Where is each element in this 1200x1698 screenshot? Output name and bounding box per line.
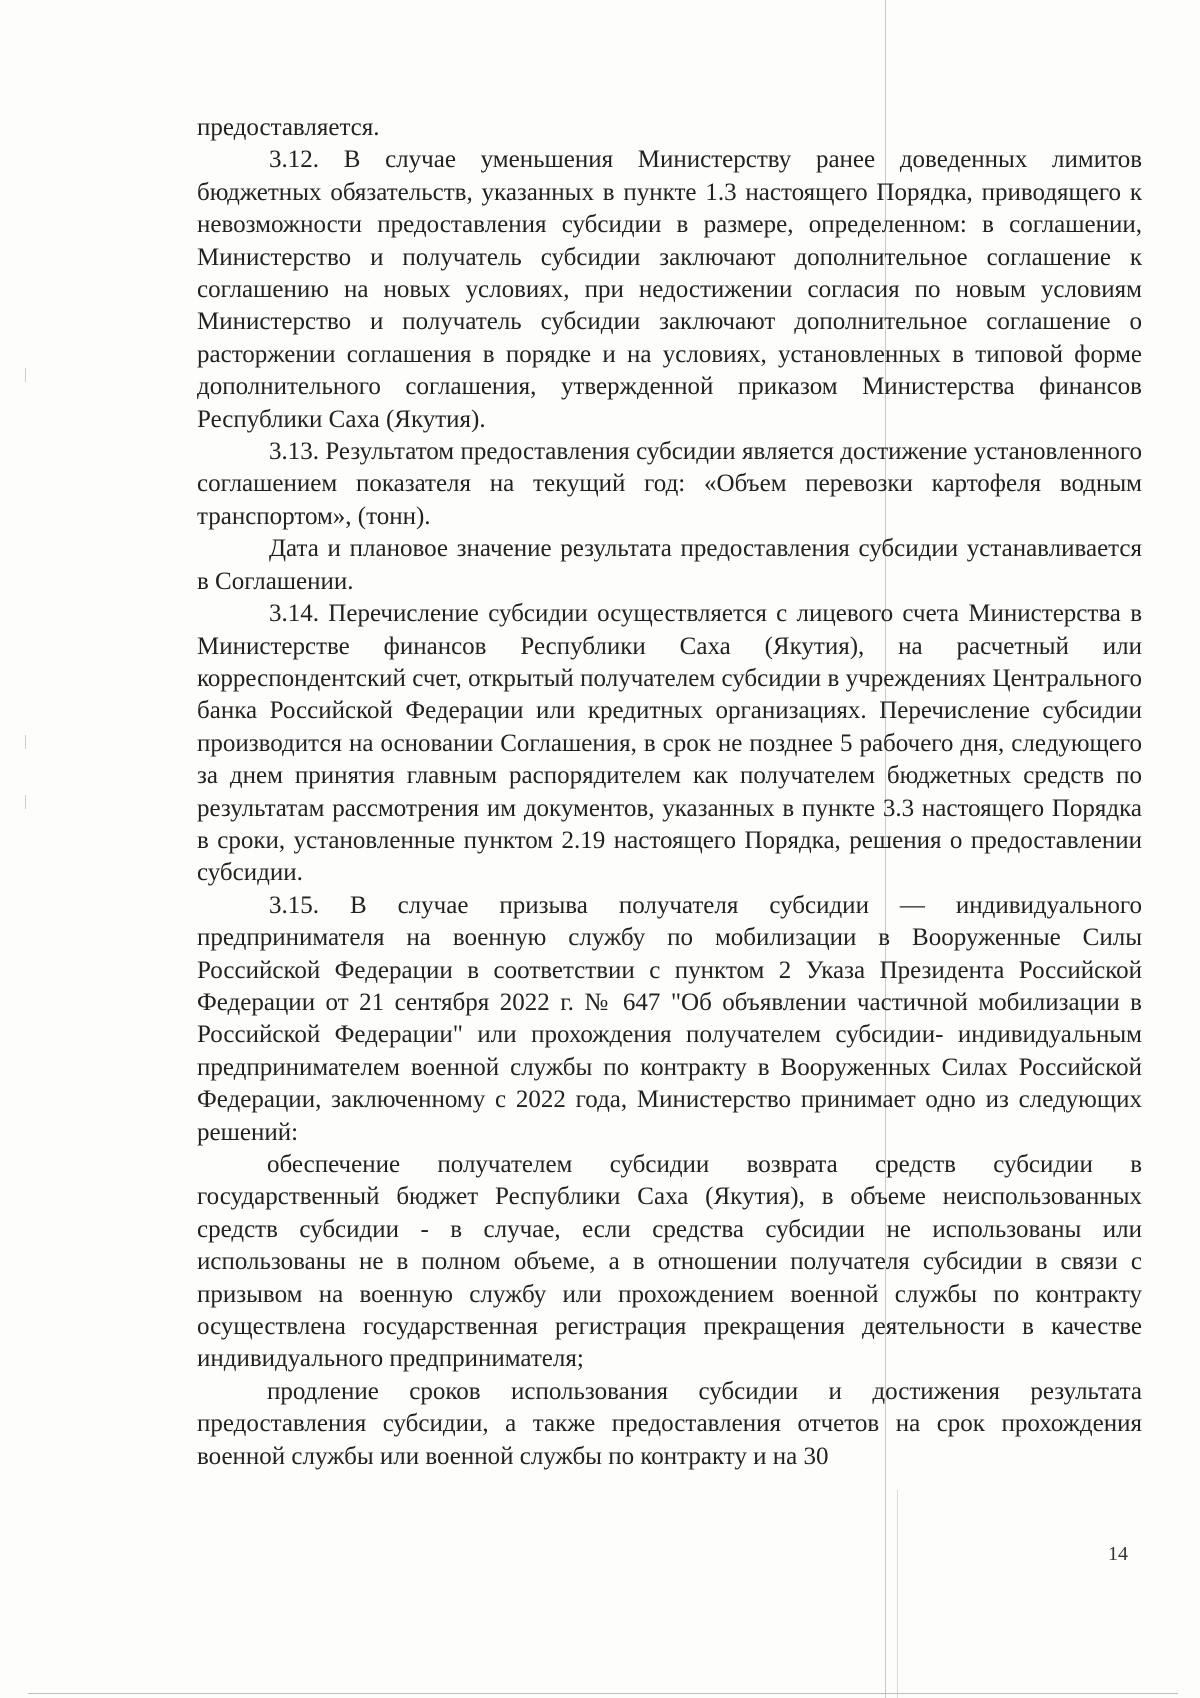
scan-artifact-line: [897, 1490, 898, 1698]
paragraph-3-14: 3.14. Перечисление субсидии осуществляется с лицевого счета Министерства в Министерстве финансов Республики Саха (Якутия), на расчетный или корреспондентский счет, открытый получателем субсидии в учреждениях Центрального банка Российской Федерации или кредитных организациях. Перечисление субсидии производится на основании Соглашения, в срок не позднее 5 рабочего дня, следующего за днем принятия главным распорядителем как получателем бюджетных средств по результатам рассмотрения им документов, указанных в пункте 3.3 настоящего Порядка в сроки, установленные пунктом 2.19 настоящего Порядка, решения о предоставлении субсидии.: [197, 600, 1142, 887]
margin-mark: [25, 795, 26, 809]
margin-mark: [25, 735, 26, 749]
paragraph-result-date: Дата и плановое значение результата предоставления субсидии устанавливается в Соглашении.: [197, 535, 1142, 595]
paragraph-continuation: предоставляется.: [197, 114, 380, 141]
page-number: 14: [1108, 1543, 1128, 1565]
paragraph-3-12: 3.12. В случае уменьшения Министерству ранее доведенных лимитов бюджетных обязательств, указанных в пункте 1.3 настоящего Порядка, приводящего к невозможности предоставления субсидии в размере, определенном: в соглашении, Министерство и получатель субсидии заключают дополнительное соглашение к соглашению на новых условиях, при недостижении согласия по новым условиям Министерство и получатель субсидии заключают дополнительное соглашение о расторжении соглашения в порядке и на условиях, установленных в типовой форме дополнительного соглашения, утвержденной приказом Министерства финансов Республики Саха (Якутия).: [197, 146, 1142, 433]
document-body: [197, 112, 1142, 1473]
paragraph-return-option: обеспечение получателем субсидии возврата средств субсидии в государственный бюджет Республики Саха (Якутия), в объеме неиспользованных средств субсидии - в случае, если средства субсидии не использованы или использованы не в полном объеме, а в отношении получателя субсидии в связи с призывом на военную службу или прохождением военной службы по контракту осуществлена государственная регистрация прекращения деятельности в качестве индивидуального предпринимателя;: [197, 1151, 1142, 1373]
paragraph-3-15: 3.15. В случае призыва получателя субсидии — индивидуального предпринимателя на военную службу по мобилизации в Вооруженные Силы Российской Федерации в соответствии с пунктом 2 Указа Президента Российской Федерации от 21 сентября 2022 г. № 647 "Об объявлении частичной мобилизации в Российской Федерации" или прохождения получателем субсидии- индивидуальным предпринимателем военной службы по контракту в Вооруженных Силах Российской Федерации, заключенному с 2022 года, Министерство принимает одно из следующих решений:: [197, 891, 1142, 1146]
paragraph-extension-option: продление сроков использования субсидии и достижения результата предоставления субсидии, а также предоставления отчетов на срок прохождения военной службы или военной службы по контракту и на 30: [197, 1377, 1142, 1470]
margin-mark: [25, 368, 26, 382]
paragraph-3-13: 3.13. Результатом предоставления субсидии является достижение установленного соглашением показателя на текущий год: «Объем перевозки картофеля водным транспортом», (тонн).: [197, 438, 1142, 530]
scan-bottom-edge: [28, 1693, 1178, 1694]
